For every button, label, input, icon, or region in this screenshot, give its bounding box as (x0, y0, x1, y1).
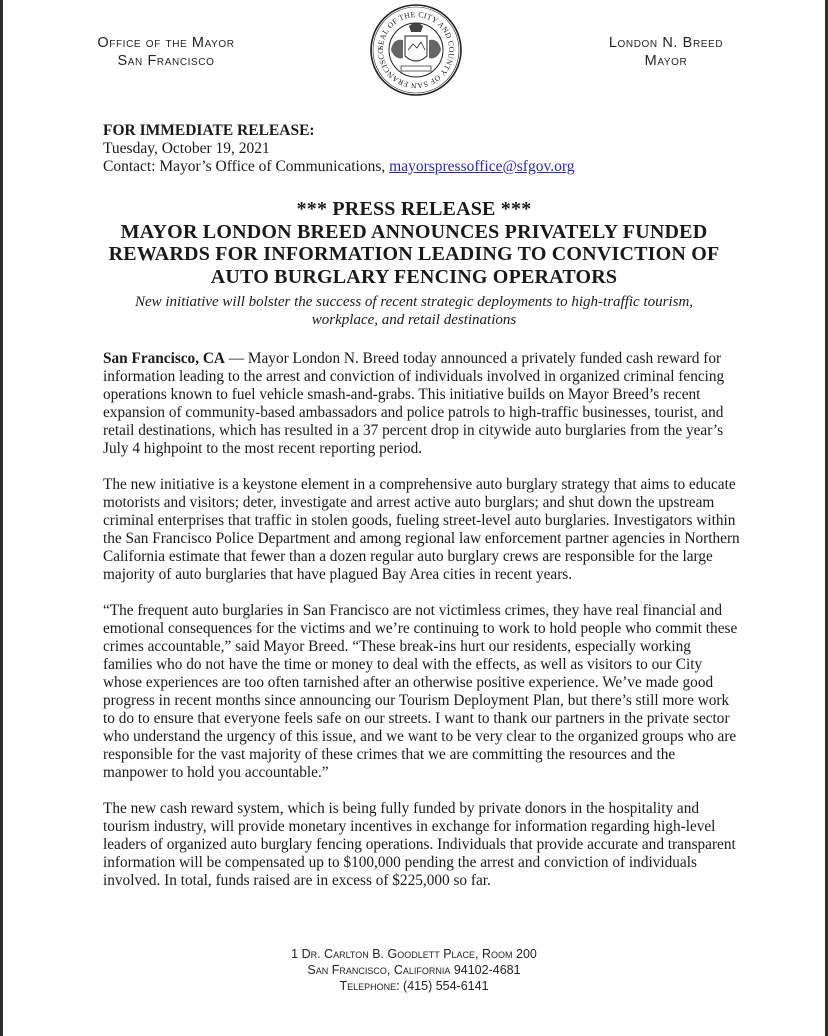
telephone-line (200, 978, 628, 994)
paragraph-1-text: — Mayor London N. Breed today announced a privately funded cash reward for information leading to the arrest and conviction of individuals involved in organized criminal fencing operations known to fuel vehicle smash-and-grabs. This initiative builds on Mayor Breed’s recent expansion of community-based ambassadors and police patrols to high-traffic businesses, tourist, and retail destinations, which has resulted in a 37 percent drop in citywide auto burglaries from the year’s July 4 highpoint to the most recent reporting period. (103, 350, 725, 457)
office-line: Office of the Mayor (97, 35, 235, 51)
release-info (103, 122, 743, 176)
paragraph-2: The new initiative is a keystone element in a comprehensive auto burglary strategy that aims to educate motorists and visitors; deter, investigate and arrest active auto burglars; and shut down the upstream criminal enterprises that traffic in stolen goods, fueling street-level auto burglaries. Investigators within the San Francisco Police Department and among regional law enforcement partner agencies in Northern California estimate that fewer than a dozen regular auto burglary crews are responsible for the large majority of auto burglaries that have plagued Bay Area cities in recent years. (103, 476, 740, 583)
headline-subtitle: New initiative will bolster the success of recent strategic deployments to high-traffic tourism, workplace, and retail destinations (134, 294, 694, 328)
address-line-1: 1 Dr. Carlton B. Goodlett Place, Room 200 (291, 947, 537, 961)
mayor-name: London N. Breed (608, 35, 724, 51)
mayor-name-header (588, 34, 744, 70)
contact-prefix: Contact: Mayor’s Office of Communications, (103, 158, 390, 175)
press-release-body (103, 350, 743, 908)
office-of-mayor-header (78, 34, 254, 70)
headline-title: MAYOR LONDON BREED ANNOUNCES PRIVATELY FUNDED REWARDS FOR INFORMATION LEADING TO CONVICTION OF AUTO BURGLARY FENCING OPERATORS (108, 220, 720, 288)
release-label: FOR IMMEDIATE RELEASE: (103, 122, 315, 139)
paragraph-3: “The frequent auto burglaries in San Francisco are not victimless crimes, they have real financial and emotional consequences for the victims and we’re continuing to work to hold people who commit these crimes accountable,” said Mayor Breed. “These break-ins hurt our residents, especially working families who do not have the time or money to deal with the effects, as well as visitors to our City whose experiences are too often tarnished after an otherwise positive experience. We’ve made good progress in recent months since announcing our Tourism Deployment Plan, but there’s still more work to do to ensure that everyone feels safe on our streets. I want to thank our partners in the private sector who understand the urgency of this issue, and we want to be very clear to the organized groups who are responsible for the vast majority of these crimes that we are committing the resources and the manpower to hold you accountable.” (103, 602, 738, 781)
city-line: San Francisco (117, 53, 215, 69)
paragraph-4: The new cash reward system, which is being fully funded by private donors in the hospitality and tourism industry, will provide monetary incentives in exchange for information regarding high-level leaders of organized auto burglary fencing operations. Individuals that provide accurate and transparent information will be compensated up to $100,000 pending the arrest and conviction of individuals involved. In total, funds raised are in excess of $225,000 so far. (103, 800, 736, 889)
mayor-title: Mayor (644, 53, 688, 69)
telephone-number: (415) 554-6141 (399, 979, 489, 993)
footer-address (200, 946, 628, 994)
contact-email-link[interactable]: mayorspressoffice@sfgov.org (389, 158, 575, 175)
release-date: Tuesday, October 19, 2021 (103, 140, 270, 157)
svg-text:SEAL OF THE CITY AND COUNTY OF (376, 10, 456, 90)
telephone-label: Telephone: (339, 979, 400, 993)
left-edge-border (0, 0, 3, 1036)
headline-block (90, 198, 738, 288)
press-release-banner: *** PRESS RELEASE *** (296, 198, 532, 220)
dateline: San Francisco, CA (103, 350, 225, 367)
paragraph-1 (103, 350, 743, 458)
seal-text: SEAL OF THE CITY AND COUNTY OF SAN FRANCISCO (375, 9, 457, 91)
city-seal-icon (369, 0, 463, 100)
release-contact (103, 158, 743, 176)
seal-emblem (391, 23, 441, 71)
address-line-2: San Francisco, California 94102-4681 (307, 963, 521, 977)
